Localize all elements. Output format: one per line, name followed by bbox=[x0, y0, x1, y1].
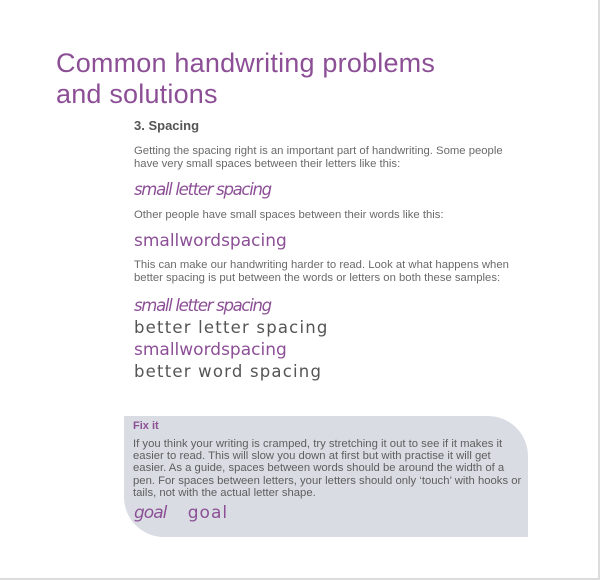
title-line-2: and solutions bbox=[56, 79, 218, 109]
paragraph-better-spacing: This can make our handwriting harder to read. Look at what happens when better spacing is put between the words or letters on both these samples: bbox=[134, 259, 509, 284]
compare-better-letter: better letter spacing bbox=[134, 318, 329, 337]
fix-it-text: If you think your writing is cramped, try stretching it out to see if it makes it easier to read. This will slow you down at first but with practise it will get easier. As a guide, spaces between words should be around the width of a pen. For spaces between letters, your letters should only ‘touch’ with hooks or tails, not with the actual letter shape. bbox=[133, 438, 522, 499]
compare-small-letter: small letter spacing bbox=[134, 296, 271, 315]
fix-it-box bbox=[124, 416, 528, 537]
title-line-1: Common handwriting problems bbox=[56, 48, 436, 78]
intro-paragraph: Getting the spacing right is an important part of handwriting. Some people have very small spaces between their letters like this: bbox=[134, 145, 503, 170]
goal-sample-spaced: goal bbox=[187, 503, 229, 523]
section-heading: 3. Spacing bbox=[134, 118, 200, 133]
paragraph-word-spacing: Other people have small spaces between their words like this: bbox=[134, 209, 444, 221]
goal-sample-cramped: goal bbox=[134, 503, 167, 523]
compare-small-word: smallwordspacing bbox=[134, 340, 287, 360]
page-title bbox=[56, 48, 435, 110]
sample-small-letter-spacing: small letter spacing bbox=[134, 180, 271, 199]
compare-better-word: better word spacing bbox=[134, 362, 323, 381]
comparison-samples bbox=[134, 295, 524, 383]
sample-small-word-spacing: smallwordspacing bbox=[134, 231, 287, 251]
fix-it-heading: Fix it bbox=[133, 420, 159, 432]
spacing-section bbox=[134, 118, 524, 383]
goal-samples bbox=[134, 503, 244, 523]
